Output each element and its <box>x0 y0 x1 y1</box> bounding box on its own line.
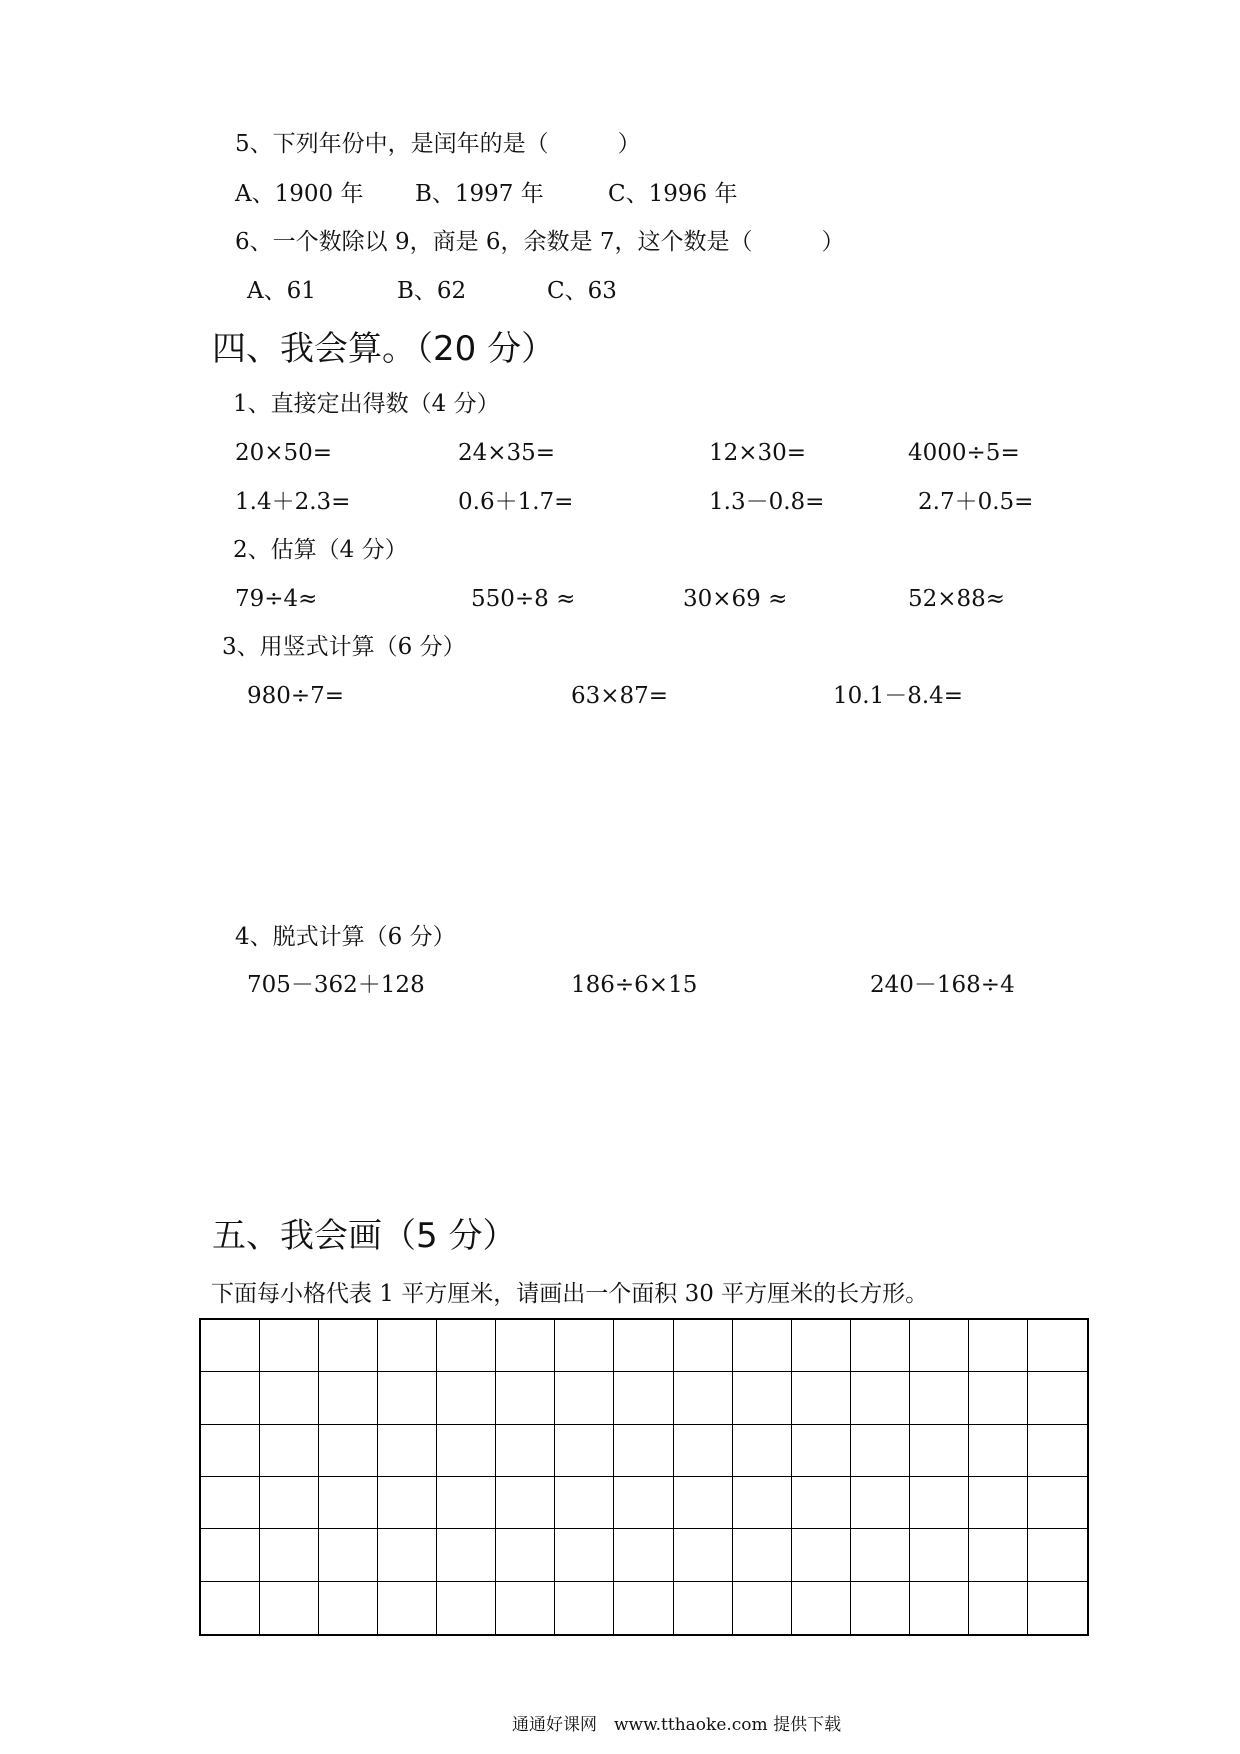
grid-cell[interactable] <box>201 1425 260 1477</box>
grid-cell[interactable] <box>437 1582 496 1634</box>
grid-cell[interactable] <box>319 1477 378 1529</box>
grid-cell[interactable] <box>201 1582 260 1634</box>
grid-cell[interactable] <box>910 1477 969 1529</box>
grid-cell[interactable] <box>319 1320 378 1372</box>
q6-option-b: B、62 <box>397 278 467 304</box>
grid-cell[interactable] <box>319 1372 378 1424</box>
grid-cell[interactable] <box>910 1320 969 1372</box>
grid-cell[interactable] <box>614 1425 673 1477</box>
part1-title: 1、直接定出得数（4 分） <box>233 391 500 417</box>
grid-cell[interactable] <box>674 1477 733 1529</box>
section5-instruction: 下面每小格代表 1 平方厘米，请画出一个面积 30 平方厘米的长方形。 <box>211 1281 929 1307</box>
grid-cell[interactable] <box>260 1582 319 1634</box>
grid-cell[interactable] <box>614 1477 673 1529</box>
calc-item: 12×30= <box>709 440 807 466</box>
grid-cell[interactable] <box>674 1529 733 1581</box>
grid-cell[interactable] <box>733 1582 792 1634</box>
stepwise-calc-item: 705－362＋128 <box>247 972 425 998</box>
grid-cell[interactable] <box>260 1425 319 1477</box>
grid-cell[interactable] <box>1028 1372 1087 1424</box>
estimate-item: 52×88≈ <box>908 586 1006 612</box>
grid-cell[interactable] <box>378 1529 437 1581</box>
grid-cell[interactable] <box>851 1529 910 1581</box>
grid-cell[interactable] <box>851 1372 910 1424</box>
grid-cell[interactable] <box>792 1529 851 1581</box>
grid-cell[interactable] <box>201 1372 260 1424</box>
grid-cell[interactable] <box>555 1372 614 1424</box>
grid-cell[interactable] <box>201 1529 260 1581</box>
grid-cell[interactable] <box>496 1477 555 1529</box>
vertical-calc-item: 63×87= <box>571 683 669 709</box>
vertical-calc-item: 10.1－8.4= <box>833 683 964 709</box>
q5-option-b: B、1997 年 <box>415 181 544 207</box>
grid-cell[interactable] <box>733 1529 792 1581</box>
grid-cell[interactable] <box>969 1372 1028 1424</box>
grid-cell[interactable] <box>378 1582 437 1634</box>
grid-cell[interactable] <box>496 1320 555 1372</box>
grid-cell[interactable] <box>437 1425 496 1477</box>
grid-cell[interactable] <box>437 1477 496 1529</box>
calc-item: 1.4＋2.3= <box>235 489 351 515</box>
grid-cell[interactable] <box>614 1320 673 1372</box>
grid-cell[interactable] <box>614 1582 673 1634</box>
stepwise-calc-item: 186÷6×15 <box>571 972 698 998</box>
grid-cell[interactable] <box>378 1477 437 1529</box>
grid-cell[interactable] <box>1028 1320 1087 1372</box>
vertical-calc-item: 980÷7= <box>247 683 345 709</box>
estimate-item: 79÷4≈ <box>235 586 318 612</box>
grid-cell[interactable] <box>674 1320 733 1372</box>
q5-option-a: A、1900 年 <box>235 181 364 207</box>
part2-title: 2、估算（4 分） <box>233 537 408 563</box>
estimate-item: 30×69 ≈ <box>683 586 788 612</box>
drawing-grid[interactable] <box>199 1318 1089 1636</box>
grid-cell[interactable] <box>851 1582 910 1634</box>
calc-item: 2.7＋0.5= <box>918 489 1034 515</box>
grid-cell[interactable] <box>319 1425 378 1477</box>
grid-cell[interactable] <box>792 1320 851 1372</box>
grid-cell[interactable] <box>1028 1477 1087 1529</box>
grid-cell[interactable] <box>851 1477 910 1529</box>
grid-cell[interactable] <box>378 1320 437 1372</box>
grid-cell[interactable] <box>260 1372 319 1424</box>
grid-cell[interactable] <box>260 1529 319 1581</box>
grid-cell[interactable] <box>1028 1529 1087 1581</box>
grid-cell[interactable] <box>969 1425 1028 1477</box>
grid-cell[interactable] <box>851 1320 910 1372</box>
calc-item: 20×50= <box>235 440 333 466</box>
grid-cell[interactable] <box>792 1582 851 1634</box>
grid-cell[interactable] <box>201 1477 260 1529</box>
grid-cell[interactable] <box>555 1425 614 1477</box>
grid-cell[interactable] <box>910 1372 969 1424</box>
grid-cell[interactable] <box>969 1529 1028 1581</box>
grid-cell[interactable] <box>969 1320 1028 1372</box>
grid-cell[interactable] <box>496 1372 555 1424</box>
grid-cell[interactable] <box>910 1582 969 1634</box>
grid-cell[interactable] <box>260 1320 319 1372</box>
grid-cell[interactable] <box>555 1477 614 1529</box>
grid-cell[interactable] <box>1028 1425 1087 1477</box>
grid-cell[interactable] <box>378 1425 437 1477</box>
grid-cell[interactable] <box>910 1529 969 1581</box>
grid-cell[interactable] <box>733 1320 792 1372</box>
grid-cell[interactable] <box>437 1372 496 1424</box>
grid-cell[interactable] <box>437 1529 496 1581</box>
calc-item: 4000÷5= <box>908 440 1020 466</box>
grid-cell[interactable] <box>319 1582 378 1634</box>
grid-cell[interactable] <box>1028 1582 1087 1634</box>
q6-option-a: A、61 <box>247 278 316 304</box>
grid-cell[interactable] <box>969 1582 1028 1634</box>
estimate-item: 550÷8 ≈ <box>471 586 576 612</box>
section4-title: 四、我会算。（20 分） <box>212 329 556 369</box>
calc-item: 1.3－0.8= <box>709 489 825 515</box>
grid-cell[interactable] <box>733 1372 792 1424</box>
part3-title: 3、用竖式计算（6 分） <box>222 634 466 660</box>
grid-cell[interactable] <box>674 1372 733 1424</box>
grid-cell[interactable] <box>851 1425 910 1477</box>
grid-cell[interactable] <box>792 1425 851 1477</box>
grid-cell[interactable] <box>260 1477 319 1529</box>
grid-cell[interactable] <box>733 1425 792 1477</box>
grid-cell[interactable] <box>319 1529 378 1581</box>
grid-cell[interactable] <box>555 1320 614 1372</box>
grid-cell[interactable] <box>555 1529 614 1581</box>
section5-title: 五、我会画（5 分） <box>212 1216 517 1256</box>
grid-cell[interactable] <box>437 1320 496 1372</box>
q6-stem: 6、一个数除以 9，商是 6，余数是 7，这个数是（ ） <box>235 229 845 255</box>
part4-title: 4、脱式计算（6 分） <box>235 924 456 950</box>
grid-cell[interactable] <box>614 1529 673 1581</box>
grid-cell[interactable] <box>792 1477 851 1529</box>
grid-cell[interactable] <box>614 1372 673 1424</box>
grid-cell[interactable] <box>792 1372 851 1424</box>
calc-item: 0.6＋1.7= <box>458 489 574 515</box>
grid-cell[interactable] <box>733 1477 792 1529</box>
grid-cell[interactable] <box>674 1425 733 1477</box>
grid-cell[interactable] <box>496 1529 555 1581</box>
stepwise-calc-item: 240－168÷4 <box>870 972 1015 998</box>
q5-stem: 5、下列年份中，是闰年的是（ ） <box>235 131 641 157</box>
grid-cell[interactable] <box>496 1425 555 1477</box>
grid-cell[interactable] <box>969 1477 1028 1529</box>
grid-cell[interactable] <box>555 1582 614 1634</box>
q5-option-c: C、1996 年 <box>608 181 738 207</box>
grid-cell[interactable] <box>674 1582 733 1634</box>
grid-cell[interactable] <box>496 1582 555 1634</box>
q6-option-c: C、63 <box>547 278 617 304</box>
grid-cell[interactable] <box>378 1372 437 1424</box>
grid-cell[interactable] <box>910 1425 969 1477</box>
footer-text: 通通好课网 www.tthaoke.com 提供下载 <box>512 1715 842 1735</box>
calc-item: 24×35= <box>458 440 556 466</box>
grid-cell[interactable] <box>201 1320 260 1372</box>
